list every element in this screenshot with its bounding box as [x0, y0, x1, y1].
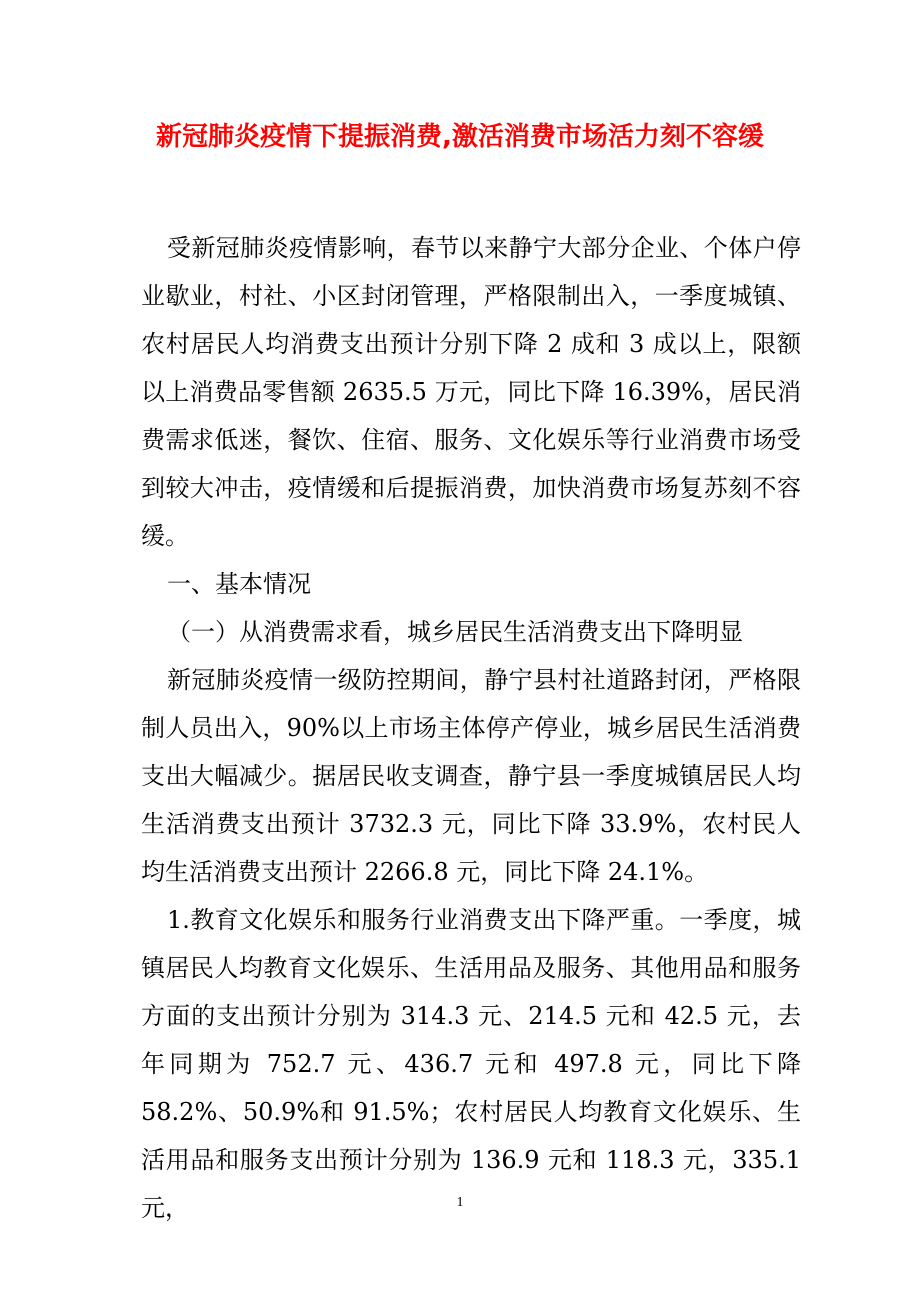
- paragraph-consumption: 新冠肺炎疫情一级防控期间，静宁县村社道路封闭，严格限制人员出入，90%以上市场主体停产停业，城乡居民生活消费支出大幅减少。据居民收支调查，静宁县一季度城镇居民人均生活消费支出预计 3732.3 元，同比下降 33.9%，农村民人均生活消费支出预计 2266.8 元，同比下降 24.1%。: [141, 666, 801, 886]
- paragraph-intro: 受新冠肺炎疫情影响，春节以来静宁大部分企业、个体户停业歇业，村社、小区封闭管理，严格限制出入，一季度城镇、农村居民人均消费支出预计分别下降 2 成和 3 成以上，限额以上消费品零售额 2635.5 万元，同比下降 16.39%，居民消费需求低迷，餐饮、住宿、服务、文化娱乐等行业消费市场受到较大冲击，疫情缓和后提振消费，加快消费市场复苏刻不容缓。: [141, 234, 801, 550]
- section-heading: 一、基本情况: [167, 570, 311, 598]
- page-number: 1: [456, 1195, 464, 1210]
- document-title: 新冠肺炎疫情下提振消费,激活消费市场活力刻不容缓: [156, 122, 764, 152]
- paragraph-item-1: 1.教育文化娱乐和服务行业消费支出下降严重。一季度，城镇居民人均教育文化娱乐、生活用品及服务、其他用品和服务方面的支出预计分别为 314.3 元、214.5 元和 42.5 元，去年同期为 752.7 元、436.7 元和 497.8 元，同比下降 58.2%、50.9%和 91.5%；农村居民人均教育文化娱乐、生活用品和服务支出预计分别为 136.9 元和 118.3 元，335.1 元，: [141, 906, 801, 1222]
- subsection-heading: （一）从消费需求看，城乡居民生活消费支出下降明显: [167, 618, 743, 646]
